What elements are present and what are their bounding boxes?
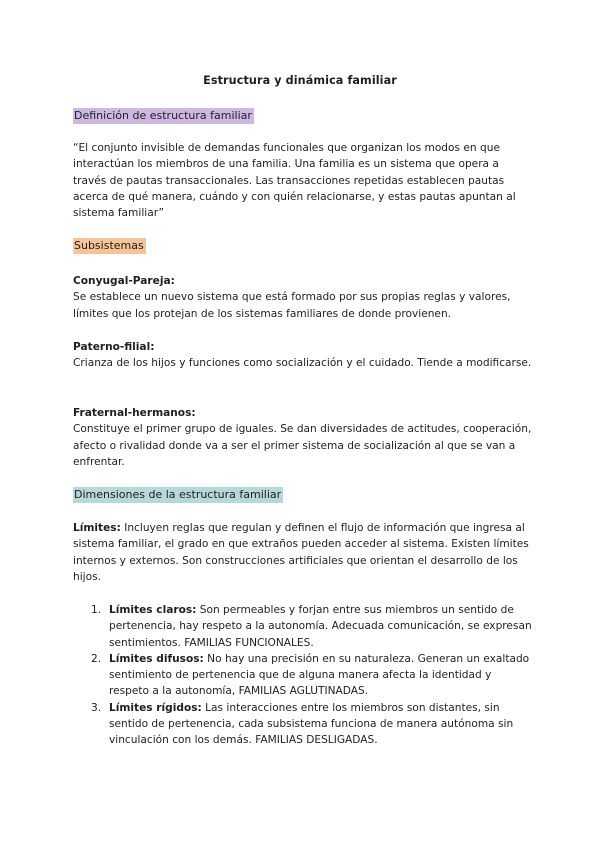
heading-definicion: Definición de estructura familiar xyxy=(74,109,252,122)
subsystem-text: Constituye el primer grupo de iguales. Se dan diversidades de actitudes, cooperación, afecto o rivalidad donde va a ser el primer sistema de socialización al que se van a enfrentar. xyxy=(73,423,532,468)
subsystem-paterno xyxy=(73,339,533,372)
subsystem-text: Se establece un nuevo sistema que está formado por sus propias reglas y valores, límites que los protejan de los sistemas familiares de donde provienen. xyxy=(73,291,511,320)
list-item-text: Las interacciones entre los miembros son distantes, sin sentido de pertenencia, cada subsistema funciona de manera autónoma sin vinculación con los demás. FAMILIAS DESLIGADAS. xyxy=(109,701,514,747)
list-item xyxy=(73,700,533,749)
subsystem-conyugal xyxy=(73,273,533,322)
limites-text: Incluyen reglas que regulan y definen el flujo de información que ingresa al sistema familiar, el grado en que extraños pueden acceder al sistema. Existen límites internos y externos. Son construcciones artificiales que orientan el desarrollo de los hijos. xyxy=(73,522,529,583)
list-item-label: Límites rígidos: xyxy=(109,701,202,714)
limites-list xyxy=(73,602,533,749)
list-item-text: No hay una precisión en su naturaleza. Generan un exaltado sentimiento de pertenencia que de alguna manera afecta la identidad y respeto a la autonomía, FAMILIAS AGLUTINADAS. xyxy=(109,652,530,698)
heading-dimensiones: Dimensiones de la estructura familiar xyxy=(74,488,282,501)
limites-content xyxy=(73,520,533,585)
list-item-text: Son permeables y forjan entre sus miembros un sentido de pertenencia, hay respeto a la autonomía. Adecuada comunicación, se expresan sentimientos. FAMILIAS FUNCIONALES. xyxy=(109,604,532,649)
subsystem-title: Paterno-filial: xyxy=(73,341,155,353)
limites-paragraph xyxy=(73,520,533,585)
list-number: 1. xyxy=(91,604,102,616)
list-number: 3. xyxy=(91,701,102,714)
subsystem-title: Conyugal-Pareja: xyxy=(73,275,175,287)
list-item xyxy=(73,651,533,700)
list-number: 2. xyxy=(91,652,102,665)
limites-label: Límites: xyxy=(73,522,121,534)
quote-text: “El conjunto invisible de demandas funcionales que organizan los modos en que interactúan los miembros de una familia. Una familia es un sistema que opera a través de pautas transaccionales. Las transacciones repetidas establecen pautas acerca de qué manera, cuándo y con quién relacionarse, y estas pautas apuntan al sistema familiar” xyxy=(73,142,516,220)
list-item-label: Límites difusos: xyxy=(109,652,204,665)
subsystem-fraternal xyxy=(73,405,533,470)
subsystem-title: Fraternal-hermanos: xyxy=(73,407,196,419)
heading-subsistemas: Subsistemas xyxy=(74,239,144,252)
document-title: Estructura y dinámica familiar xyxy=(203,74,397,87)
subsystem-text: Crianza de los hijos y funciones como socialización y el cuidado. Tiende a modificarse. xyxy=(73,357,532,370)
definition-quote xyxy=(73,140,533,221)
list-item xyxy=(73,602,533,651)
list-item-label: Límites claros: xyxy=(109,604,197,616)
